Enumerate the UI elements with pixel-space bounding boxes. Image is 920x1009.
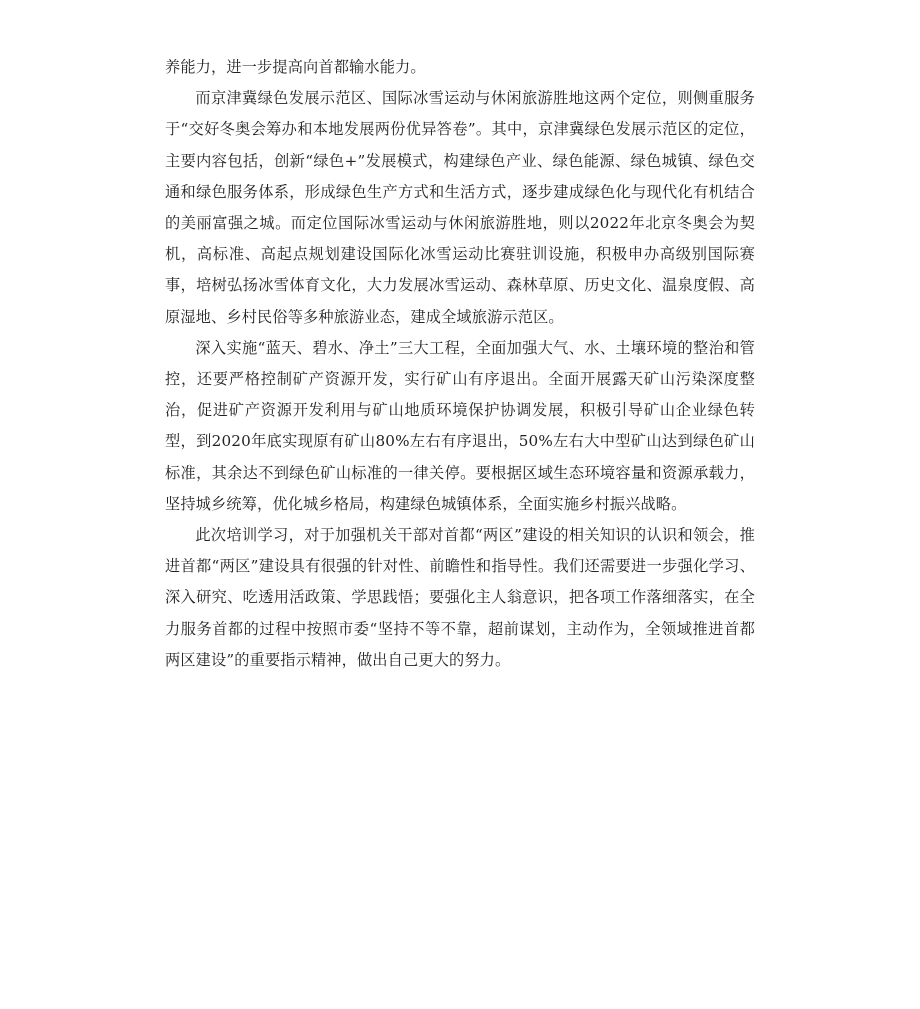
- paragraph-environment-governance: 深入实施“蓝天、碧水、净土”三大工程，全面加强大气、水、土壤环境的整治和管控，还要严格控制矿产资源开发，实行矿山有序退出。全面开展露天矿山污染深度整治，促进矿产资源开发利用与矿山地质环境保护协调发展，积极引导矿山企业绿色转型，到2020年底实现原有矿山80%左右有序退出，50%左右大中型矿山达到绿色矿山标准，其余达不到绿色矿山标准的一律关停。要根据区域生态环境容量和资源承载力，坚持城乡统筹，优化城乡格局，构建绿色城镇体系，全面实施乡村振兴战略。: [165, 338, 755, 513]
- paragraph-green-development: 而京津冀绿色发展示范区、国际冰雪运动与休闲旅游胜地这两个定位，则侧重服务于“交好冬奥会筹办和本地发展两份优异答卷”。其中，京津冀绿色发展示范区的定位，主要内容包括，创新“绿色+”发展模式，构建绿色产业、绿色能源、绿色城镇、绿色交通和绿色服务体系，形成绿色生产方式和生活方式，逐步建成绿色化与现代化有机结合的美丽富强之城。而定位国际冰雪运动与休闲旅游胜地，则以2022年北京冬奥会为契机，高标准、高起点规划建设国际化冰雪运动比赛驻训设施，积极申办高级别国际赛事，培树弘扬冰雪体育文化，大力发展冰雪运动、森林草原、历史文化、温泉度假、高原湿地、乡村民俗等多种旅游业态，建成全域旅游示范区。: [165, 89, 755, 326]
- paragraph-water-capacity: 养能力，进一步提高向首都输水能力。: [165, 58, 426, 76]
- document-page: [165, 52, 755, 676]
- paragraph-training-summary: 此次培训学习，对于加强机关干部对首都“两区”建设的相关知识的认识和领会，推进首都“两区”建设具有很强的针对性、前瞻性和指导性。我们还需要进一步强化学习、深入研究、吃透用活政策、学思践悟；要强化主人翁意识，把各项工作落细落实，在全力服务首都的过程中按照市委“坚持不等不靠，超前谋划，主动作为，全领域推进首都两区建设”的重要指示精神，做出自己更大的努力。: [165, 526, 755, 669]
